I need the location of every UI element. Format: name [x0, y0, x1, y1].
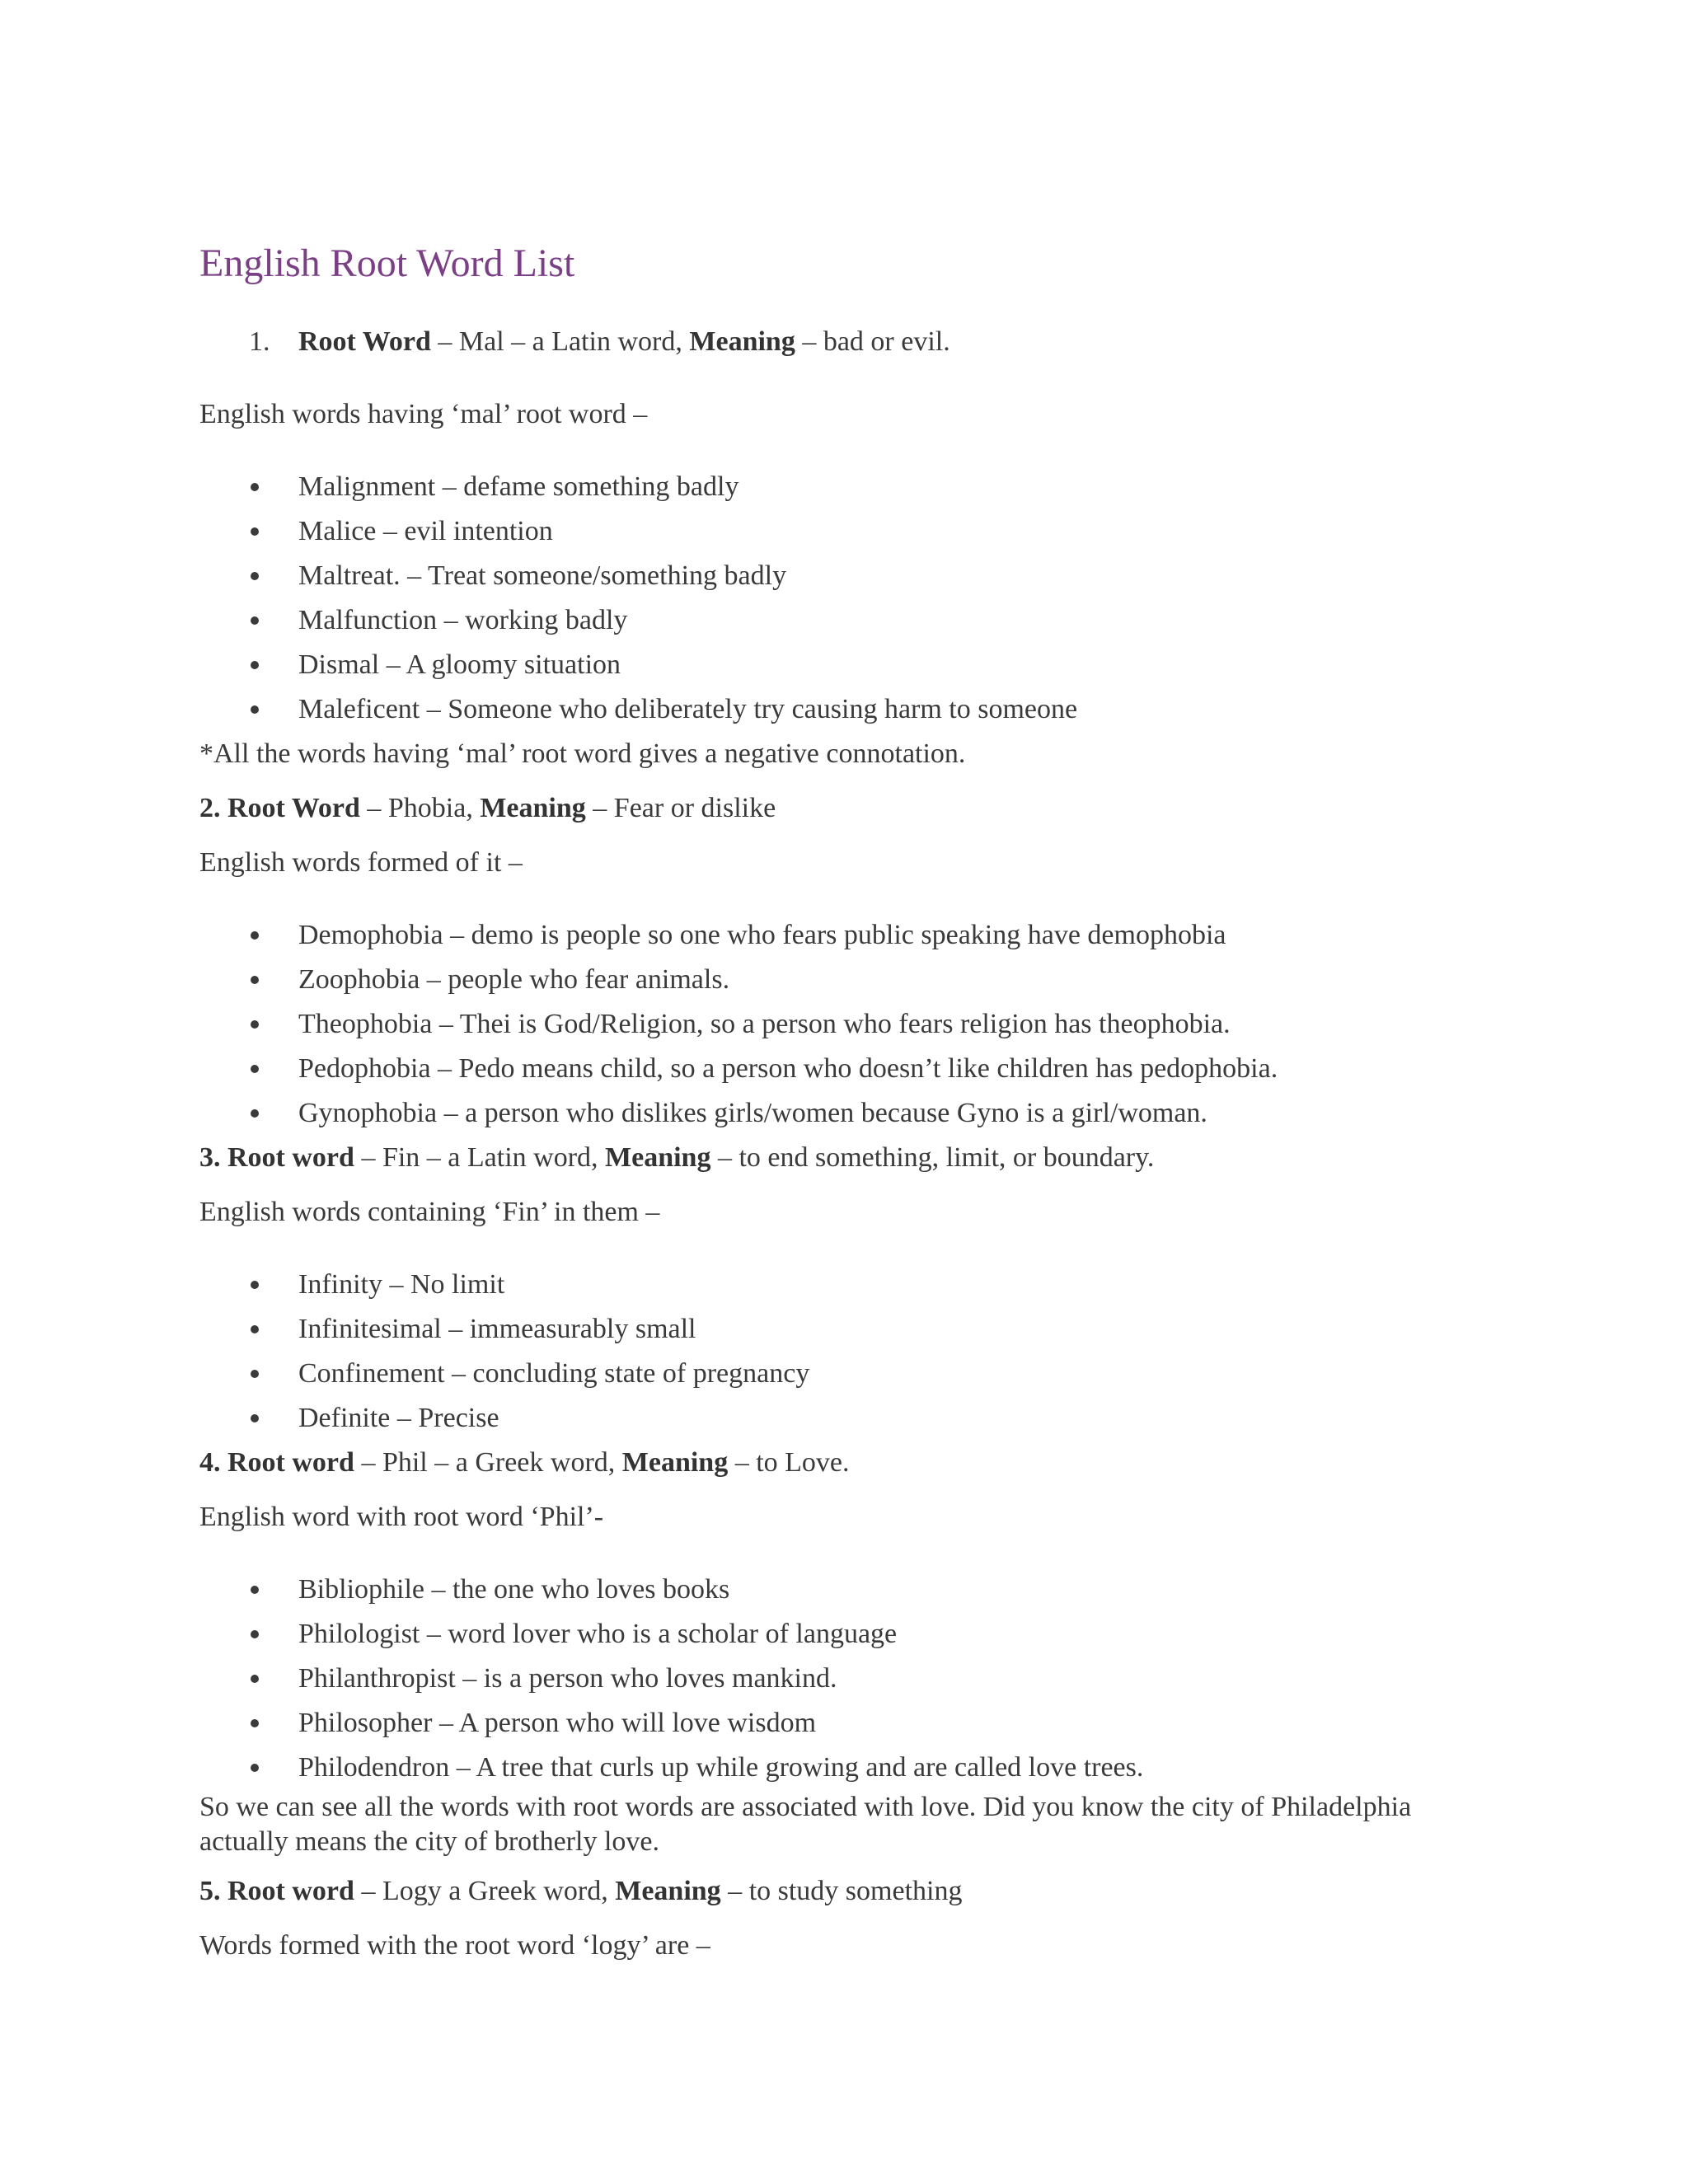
root-word-label: 4. Root word	[199, 1447, 354, 1478]
meaning-label: Meaning	[689, 326, 795, 357]
root-word-text: – Mal – a Latin word,	[430, 326, 690, 357]
bullet-icon	[251, 1630, 259, 1638]
bullet-icon	[251, 1109, 259, 1118]
section-3-list	[199, 1263, 1518, 1441]
section-3-heading	[199, 1136, 1518, 1180]
bullet-icon	[251, 1065, 259, 1073]
list-item	[199, 1352, 1518, 1396]
list-item-text: Philodendron – A tree that curls up while growing and are called love trees.	[298, 1752, 1144, 1783]
section-4-note: So we can see all the words with root words are associated with love. Did you know the city of Philadelphia actually means the city of brotherly love.	[199, 1792, 1412, 1857]
section-2-intro: English words formed of it –	[199, 847, 523, 878]
section-4-list	[199, 1568, 1518, 1790]
list-item-text: Infinitesimal – immeasurably small	[298, 1314, 696, 1344]
meaning-label: Meaning	[480, 793, 586, 823]
section-1-heading	[199, 320, 1518, 364]
list-item	[199, 687, 1518, 732]
section-4-heading	[199, 1441, 1518, 1485]
root-word-text: – Fin – a Latin word,	[354, 1142, 606, 1173]
section-4-intro: English word with root word ‘Phil’-	[199, 1502, 604, 1532]
bullet-icon	[251, 661, 259, 669]
meaning-text: – to study something	[720, 1876, 963, 1906]
meaning-text: – Fear or dislike	[585, 793, 776, 823]
document-page	[199, 236, 1518, 1968]
meaning-text: – to Love.	[728, 1447, 850, 1478]
root-word-label: 2. Root Word	[199, 793, 360, 823]
section-2-heading	[199, 786, 1518, 831]
list-item	[199, 1091, 1518, 1136]
list-item-text: Infinity – No limit	[298, 1269, 505, 1300]
list-item	[199, 1746, 1518, 1790]
section-1-note: *All the words having ‘mal’ root word gives a negative connotation.	[199, 738, 966, 769]
bullet-icon	[251, 1281, 259, 1289]
list-item	[199, 958, 1518, 1002]
list-item-text: Maleficent – Someone who deliberately try causing harm to someone	[298, 694, 1078, 724]
list-item	[199, 598, 1518, 643]
meaning-label: Meaning	[615, 1876, 721, 1906]
list-item-text: Definite – Precise	[298, 1403, 499, 1433]
list-item	[199, 1307, 1518, 1352]
meaning-label: Meaning	[621, 1447, 729, 1478]
list-item	[199, 554, 1518, 598]
list-item	[199, 1568, 1518, 1612]
root-word-text: – Phobia,	[359, 793, 481, 823]
list-item-text: Pedophobia – Pedo means child, so a person who doesn’t like children has pedophobia.	[298, 1053, 1278, 1084]
list-item	[199, 1657, 1518, 1701]
section-3-intro: English words containing ‘Fin’ in them –	[199, 1197, 660, 1227]
root-word-label: 3. Root word	[199, 1142, 354, 1173]
bullet-icon	[251, 1020, 259, 1029]
root-word-label: 5. Root word	[199, 1876, 354, 1906]
list-item-text: Philosopher – A person who will love wisdom	[298, 1708, 817, 1738]
root-word-text: – Logy a Greek word,	[354, 1876, 616, 1906]
list-item-text: Philologist – word lover who is a scholar of language	[298, 1619, 898, 1649]
list-item-text: Gynophobia – a person who dislikes girls/women because Gyno is a girl/woman.	[298, 1098, 1207, 1128]
bullet-icon	[251, 572, 259, 580]
bullet-icon	[251, 931, 259, 940]
meaning-label: Meaning	[605, 1142, 711, 1173]
list-number: 1.	[249, 326, 270, 357]
list-item-text: Malfunction – working badly	[298, 605, 628, 635]
list-item	[199, 1263, 1518, 1307]
list-item-text: Malice – evil intention	[298, 516, 553, 546]
bullet-icon	[251, 527, 259, 536]
section-2-list	[199, 913, 1518, 1136]
root-word-label: Root Word	[298, 326, 431, 357]
document-title: English Root Word List	[199, 241, 575, 285]
bullet-icon	[251, 1414, 259, 1422]
bullet-icon	[251, 705, 259, 714]
list-item	[199, 1047, 1518, 1091]
list-item-text: Confinement – concluding state of pregnancy	[298, 1358, 810, 1389]
section-1-intro: English words having ‘mal’ root word –	[199, 399, 648, 429]
bullet-icon	[251, 616, 259, 625]
bullet-icon	[251, 1764, 259, 1772]
bullet-icon	[251, 1325, 259, 1333]
list-item-text: Theophobia – Thei is God/Religion, so a person who fears religion has theophobia.	[298, 1009, 1231, 1039]
list-item-text: Dismal – A gloomy situation	[298, 649, 621, 680]
list-item-text: Malignment – defame something badly	[298, 471, 739, 502]
list-item	[199, 509, 1518, 554]
list-item-text: Philanthropist – is a person who loves mankind.	[298, 1663, 837, 1694]
bullet-icon	[251, 1586, 259, 1594]
bullet-icon	[251, 1675, 259, 1683]
bullet-icon	[251, 483, 259, 491]
bullet-icon	[251, 1370, 259, 1378]
list-item-text: Demophobia – demo is people so one who fears public speaking have demophobia	[298, 920, 1226, 950]
bullet-icon	[251, 1719, 259, 1727]
list-item	[199, 465, 1518, 509]
section-5-intro: Words formed with the root word ‘logy’ are –	[199, 1930, 710, 1961]
section-5-heading	[199, 1869, 1518, 1914]
list-item-text: Zoophobia – people who fear animals.	[298, 964, 730, 995]
meaning-text: – bad or evil.	[795, 326, 950, 357]
list-item	[199, 1396, 1518, 1441]
list-item	[199, 1612, 1518, 1657]
list-item	[199, 643, 1518, 687]
bullet-icon	[251, 976, 259, 984]
list-item	[199, 1701, 1518, 1746]
list-item-text: Maltreat. – Treat someone/something badly	[298, 560, 787, 591]
list-item	[199, 913, 1518, 958]
list-item	[199, 1002, 1518, 1047]
section-1-list	[199, 465, 1518, 732]
meaning-text: – to end something, limit, or boundary.	[710, 1142, 1155, 1173]
root-word-text: – Phil – a Greek word,	[354, 1447, 622, 1478]
list-item-text: Bibliophile – the one who loves books	[298, 1574, 730, 1605]
